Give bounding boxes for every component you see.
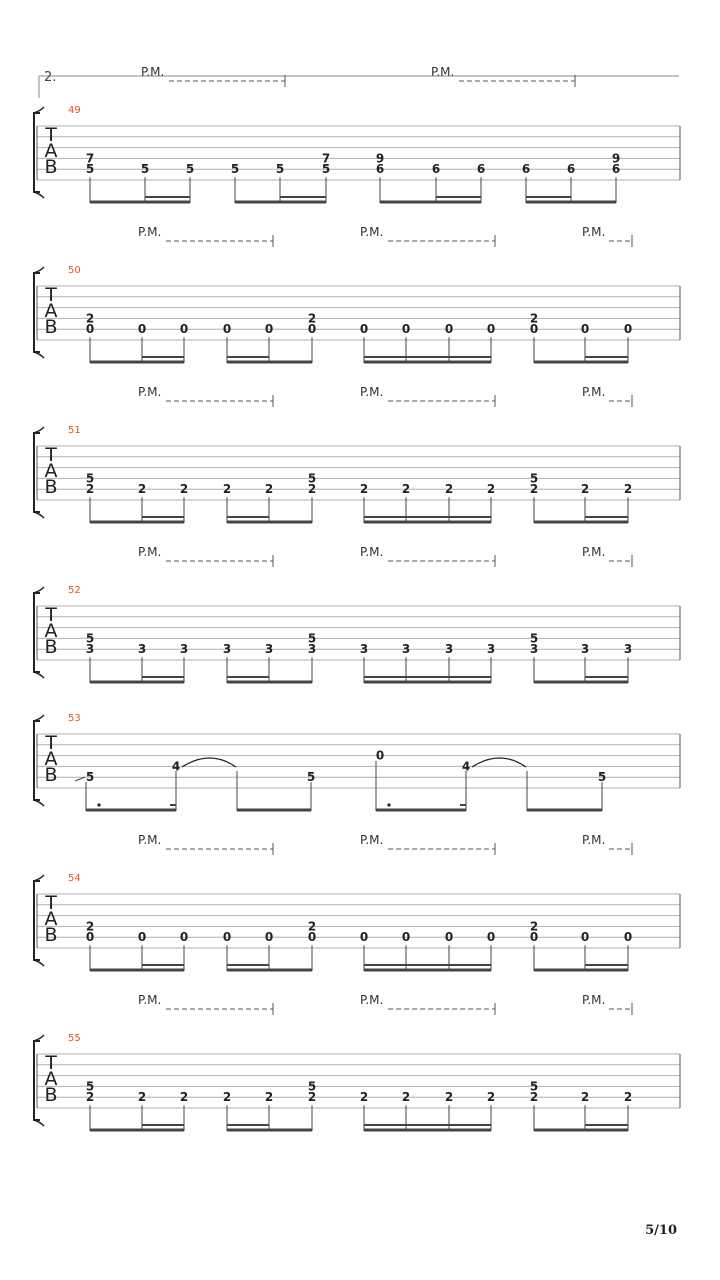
fret-number: 5 [85, 1079, 95, 1094]
fret-number: 0 [359, 930, 369, 945]
fret-number: 2 [529, 311, 539, 326]
fret-number: 2 [307, 1090, 317, 1105]
fret-number: 0 [179, 930, 189, 945]
fret-number: 0 [359, 322, 369, 337]
tab-clef-a: A [44, 908, 58, 930]
fret-number: 0 [529, 322, 539, 337]
tab-clef-b: B [44, 156, 58, 178]
measure-number: 52 [68, 585, 81, 596]
tab-clef-a: A [44, 620, 58, 642]
rhythm-dot [387, 803, 390, 806]
fret-number: 3 [179, 642, 189, 657]
fret-number: 2 [85, 311, 95, 326]
fret-number: 2 [623, 482, 633, 497]
fret-number: 3 [222, 642, 232, 657]
fret-number: 5 [85, 770, 95, 785]
fret-number: 2 [264, 1090, 274, 1105]
fret-number: 6 [611, 162, 621, 177]
tab-system-53 [34, 713, 680, 811]
fret-number: 3 [264, 642, 274, 657]
tab-system-49 [34, 65, 680, 203]
fret-number: 3 [444, 642, 454, 657]
fret-number: 2 [359, 482, 369, 497]
fret-number: 6 [431, 162, 441, 177]
fret-number: 2 [529, 1090, 539, 1105]
tab-clef-a: A [44, 460, 58, 482]
palm-mute-label: P.M. [360, 993, 384, 1007]
fret-number: 3 [486, 642, 496, 657]
tab-clef-t: T [45, 284, 57, 306]
palm-mute-label: P.M. [138, 385, 162, 399]
fret-number: 5 [85, 471, 95, 486]
fret-number: 0 [580, 930, 590, 945]
fret-number: 2 [85, 919, 95, 934]
fret-number: 5 [307, 471, 317, 486]
fret-number: 2 [359, 1090, 369, 1105]
palm-mute-label: P.M. [360, 545, 384, 559]
fret-number: 5 [529, 631, 539, 646]
fret-number: 2 [529, 482, 539, 497]
fret-number: 3 [401, 642, 411, 657]
measure-number: 55 [68, 1033, 81, 1044]
palm-mute-label: P.M. [431, 65, 455, 79]
tab-clef-a: A [44, 748, 58, 770]
fret-number: 7 [321, 151, 331, 166]
fret-number: 2 [137, 1090, 147, 1105]
fret-number: 5 [230, 162, 240, 177]
tab-clef-b: B [44, 476, 58, 498]
tab-clef-b: B [44, 636, 58, 658]
palm-mute-label: P.M. [582, 833, 606, 847]
fret-number: 2 [486, 482, 496, 497]
fret-number: 6 [375, 162, 385, 177]
fret-number: 2 [580, 482, 590, 497]
page-number: 5/10 [645, 1223, 677, 1238]
fret-number: 5 [529, 471, 539, 486]
tab-system-52 [34, 545, 680, 683]
fret-number: 9 [375, 151, 385, 166]
fret-number: 3 [359, 642, 369, 657]
tab-clef-b: B [44, 764, 58, 786]
fret-number: 0 [85, 930, 95, 945]
palm-mute-label: P.M. [138, 225, 162, 239]
tie-arc [472, 758, 526, 767]
tab-clef-t: T [45, 604, 57, 626]
fret-number: 0 [529, 930, 539, 945]
fret-number: 0 [264, 930, 274, 945]
fret-number: 3 [623, 642, 633, 657]
measure-number: 51 [68, 425, 81, 436]
fret-number: 0 [486, 930, 496, 945]
tab-clef-b: B [44, 1084, 58, 1106]
fret-number: 0 [137, 930, 147, 945]
fret-number: 2 [580, 1090, 590, 1105]
fret-number: 5 [275, 162, 285, 177]
tab-clef-t: T [45, 444, 57, 466]
fret-number: 7 [85, 151, 95, 166]
fret-number: 3 [85, 642, 95, 657]
tab-clef-b: B [44, 316, 58, 338]
palm-mute-label: P.M. [360, 225, 384, 239]
fret-number: 0 [486, 322, 496, 337]
palm-mute-label: P.M. [360, 385, 384, 399]
fret-number: 3 [580, 642, 590, 657]
palm-mute-label: P.M. [138, 993, 162, 1007]
fret-number: 4 [461, 759, 471, 774]
fret-number: 2 [222, 1090, 232, 1105]
fret-number: 0 [623, 930, 633, 945]
fret-number: 0 [85, 322, 95, 337]
measure-number: 54 [68, 873, 81, 884]
volta-label: 2. [44, 70, 57, 85]
palm-mute-label: P.M. [360, 833, 384, 847]
palm-mute-label: P.M. [582, 225, 606, 239]
fret-number: 2 [264, 482, 274, 497]
tab-clef-a: A [44, 300, 58, 322]
fret-number: 0 [401, 930, 411, 945]
tab-system-50 [34, 225, 680, 363]
fret-number: 0 [222, 322, 232, 337]
measure-number: 50 [68, 265, 81, 276]
fret-number: 3 [529, 642, 539, 657]
fret-number: 5 [307, 1079, 317, 1094]
fret-number: 2 [401, 1090, 411, 1105]
fret-number: 2 [222, 482, 232, 497]
fret-number: 9 [611, 151, 621, 166]
fret-number: 2 [85, 482, 95, 497]
fret-number: 0 [307, 930, 317, 945]
measure-number: 53 [68, 713, 81, 724]
volta-bracket [39, 70, 679, 98]
fret-number: 3 [137, 642, 147, 657]
fret-number: 2 [137, 482, 147, 497]
fret-number: 2 [444, 482, 454, 497]
fret-number: 0 [623, 322, 633, 337]
fret-number: 0 [580, 322, 590, 337]
fret-number: 0 [307, 322, 317, 337]
fret-number: 0 [264, 322, 274, 337]
tab-system-54 [34, 833, 680, 971]
fret-number: 2 [179, 482, 189, 497]
fret-number: 0 [401, 322, 411, 337]
tab-clef-t: T [45, 1052, 57, 1074]
palm-mute-label: P.M. [138, 545, 162, 559]
fret-number: 0 [375, 748, 385, 763]
fret-number: 2 [444, 1090, 454, 1105]
fret-number: 2 [307, 311, 317, 326]
fret-number: 6 [521, 162, 531, 177]
tab-clef-t: T [45, 124, 57, 146]
fret-number: 6 [566, 162, 576, 177]
fret-number: 5 [85, 631, 95, 646]
tab-clef-a: A [44, 1068, 58, 1090]
fret-number: 2 [529, 919, 539, 934]
fret-number: 2 [307, 482, 317, 497]
tab-system-55 [34, 993, 680, 1131]
fret-number: 5 [321, 162, 331, 177]
palm-mute-label: P.M. [582, 993, 606, 1007]
fret-number: 4 [171, 759, 181, 774]
fret-number: 0 [137, 322, 147, 337]
tab-clef-b: B [44, 924, 58, 946]
palm-mute-label: P.M. [582, 545, 606, 559]
tab-clef-t: T [45, 732, 57, 754]
rhythm-dot [97, 803, 100, 806]
fret-number: 2 [307, 919, 317, 934]
palm-mute-label: P.M. [582, 385, 606, 399]
fret-number: 5 [597, 770, 607, 785]
fret-number: 2 [179, 1090, 189, 1105]
fret-number: 2 [85, 1090, 95, 1105]
fret-number: 5 [140, 162, 150, 177]
fret-number: 5 [185, 162, 195, 177]
palm-mute-label: P.M. [141, 65, 165, 79]
fret-number: 6 [476, 162, 486, 177]
tab-clef-t: T [45, 892, 57, 914]
fret-number: 2 [401, 482, 411, 497]
fret-number: 5 [85, 162, 95, 177]
tab-system-51 [34, 385, 680, 523]
fret-number: 0 [444, 930, 454, 945]
fret-number: 5 [307, 631, 317, 646]
tab-clef-a: A [44, 140, 58, 162]
fret-number: 2 [486, 1090, 496, 1105]
fret-number: 3 [307, 642, 317, 657]
fret-number: 0 [444, 322, 454, 337]
palm-mute-label: P.M. [138, 833, 162, 847]
fret-number: 5 [529, 1079, 539, 1094]
tie-arc [182, 758, 236, 767]
measure-number: 49 [68, 105, 81, 116]
fret-number: 2 [623, 1090, 633, 1105]
fret-number: 0 [179, 322, 189, 337]
fret-number: 5 [306, 770, 316, 785]
fret-number: 0 [222, 930, 232, 945]
